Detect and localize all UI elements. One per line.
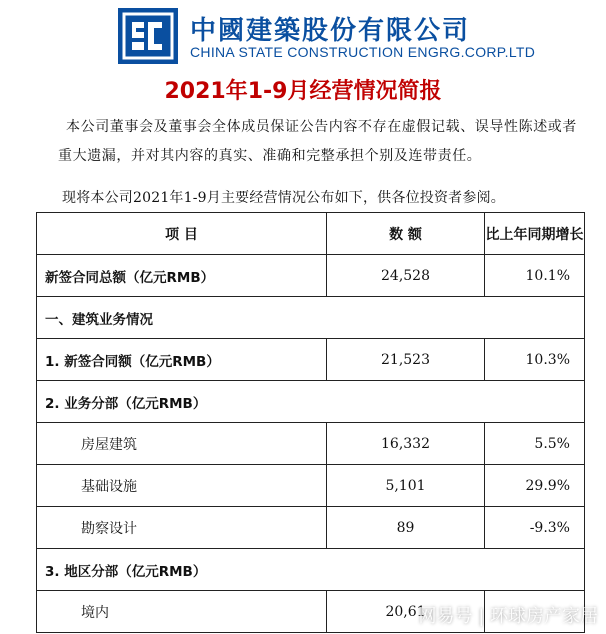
company-name-cn: 中國建築股份有限公司 <box>190 16 471 46</box>
row-item: 境内 <box>37 591 327 633</box>
section-label: 一、建筑业务情况 <box>37 297 585 339</box>
letterhead <box>0 0 606 70</box>
cscec-logo-icon <box>118 8 178 64</box>
header-item: 项 目 <box>37 213 327 255</box>
table-row <box>37 339 585 381</box>
row-growth: 5.5% <box>485 423 585 465</box>
table-section-row <box>37 381 585 423</box>
row-growth: -9.3% <box>485 507 585 549</box>
table-row <box>37 507 585 549</box>
row-amount: 89 <box>327 507 485 549</box>
board-statement: 本公司董事会及董事会全体成员保证公告内容不存在虚假记载、误导性陈述或者重大遗漏，并对其内容的真实、准确和完整承担个别及连带责任。 <box>58 119 577 164</box>
row-amount: 24,528 <box>327 255 485 297</box>
section-label: 3. 地区分部（亿元RMB） <box>37 549 585 591</box>
row-amount: 5,101 <box>327 465 485 507</box>
section-label: 2. 业务分部（亿元RMB） <box>37 381 585 423</box>
header-amount: 数 额 <box>327 213 485 255</box>
company-name-en: CHINA STATE CONSTRUCTION ENGRG.CORP.LTD <box>190 44 536 60</box>
row-item: 新签合同总额（亿元RMB） <box>37 255 327 297</box>
row-item: 1. 新签合同额（亿元RMB） <box>37 339 327 381</box>
header-growth: 比上年同期增长 <box>485 213 585 255</box>
table-section-row <box>37 549 585 591</box>
operations-table <box>36 212 585 633</box>
row-growth: 29.9% <box>485 465 585 507</box>
table-row <box>37 423 585 465</box>
row-growth: 10.1% <box>485 255 585 297</box>
row-item: 基础设施 <box>37 465 327 507</box>
table-row <box>37 255 585 297</box>
row-amount: 21,523 <box>327 339 485 381</box>
table-row <box>37 465 585 507</box>
table-header-row <box>37 213 585 255</box>
row-growth: 10.3% <box>485 339 585 381</box>
row-item: 房屋建筑 <box>37 423 327 465</box>
row-item: 勘察设计 <box>37 507 327 549</box>
table-section-row <box>37 297 585 339</box>
source-watermark: 网易号 | 环球房产家居 <box>418 606 598 627</box>
intro-text: 现将本公司2021年1-9月主要经营情况公布如下，供各位投资者参阅。 <box>62 190 505 206</box>
row-amount: 20,61 <box>327 591 485 633</box>
row-amount: 16,332 <box>327 423 485 465</box>
report-title: 2021年1-9月经营情况简报 <box>164 79 442 104</box>
